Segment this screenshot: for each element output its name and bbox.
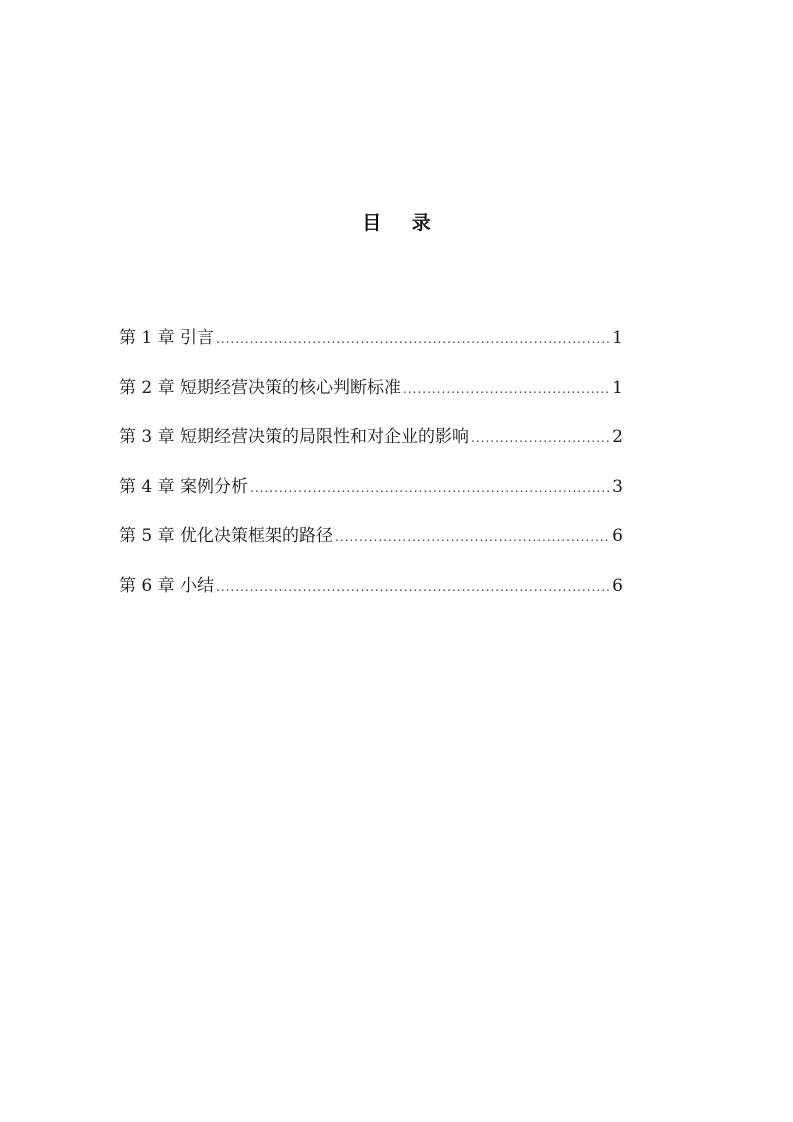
toc-entry-label: 第 2 章 短期经营决策的核心判断标准 [119, 377, 402, 398]
table-of-contents [119, 326, 623, 624]
dot-leader [250, 476, 610, 501]
toc-entry-label: 第 1 章 引言 [119, 328, 215, 348]
toc-entry-4[interactable] [119, 475, 623, 500]
toc-entry-page-number: 3 [612, 476, 623, 497]
toc-entry-page-number: 1 [612, 328, 623, 348]
dot-leader [471, 426, 610, 451]
toc-entry-page-number: 2 [612, 427, 623, 448]
toc-entry-5[interactable] [119, 524, 623, 549]
toc-entry-page-number: 6 [612, 526, 623, 547]
toc-entry-label: 第 4 章 案例分析 [119, 476, 249, 497]
toc-title: 目 录 [362, 212, 443, 234]
toc-entry-1[interactable] [119, 326, 623, 351]
toc-entry-page-number: 6 [612, 575, 623, 596]
toc-entry-label: 第 3 章 短期经营决策的局限性和对企业的影响 [119, 427, 470, 448]
toc-entry-label: 第 6 章 小结 [119, 575, 215, 596]
toc-entry-label: 第 5 章 优化决策框架的路径 [119, 526, 334, 547]
dot-leader [403, 377, 610, 402]
dot-leader [216, 575, 610, 600]
toc-entry-6[interactable] [119, 574, 623, 599]
toc-entry-3[interactable] [119, 425, 623, 450]
toc-entry-page-number: 1 [612, 377, 623, 398]
toc-entry-2[interactable] [119, 376, 623, 401]
dot-leader [335, 525, 610, 550]
dot-leader [216, 327, 610, 352]
